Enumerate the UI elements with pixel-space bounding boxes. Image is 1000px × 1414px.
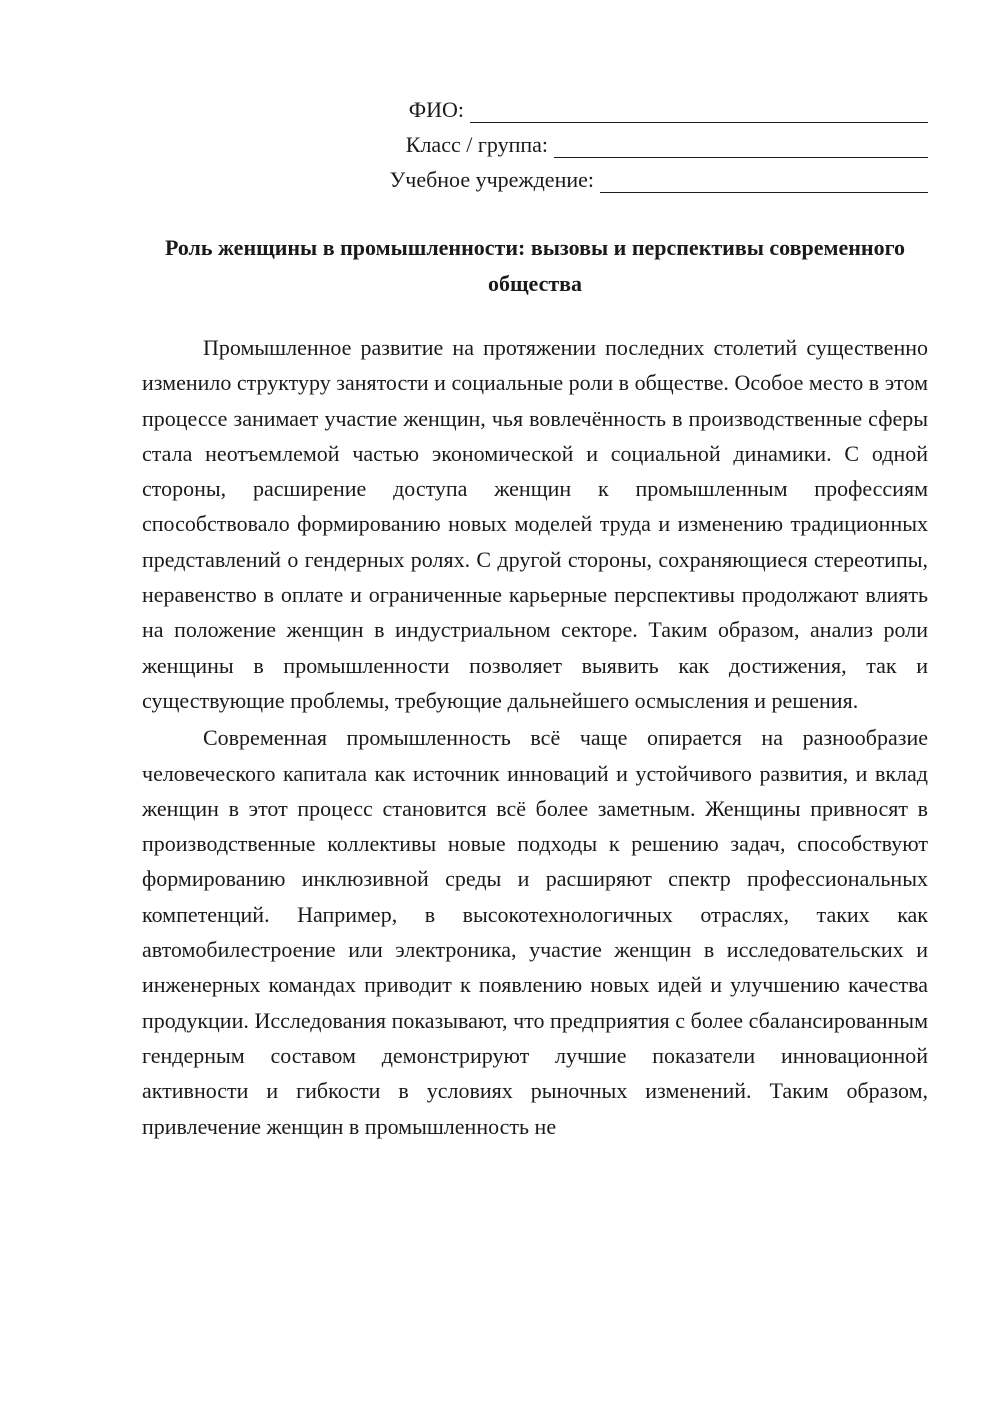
student-info-header (288, 92, 928, 197)
class-label: Класс / группа: (405, 132, 548, 157)
paragraph-2: Современная промышленность всё чаще опирается на разнообразие человеческого капитала как источник инноваций и устойчивого развития, и вклад женщин в этот процесс становится всё более заметным. Женщины привносят в производственные коллективы новые подходы к решению задач, способствуют формированию инклюзивной среды и расширяют спектр профессиональных компетенций. Например, в высокотехнологичных отраслях, таких как автомобилестроение или электроника, участие женщин в исследовательских и инженерных командах приводит к появлению новых идей и улучшению качества продукции. Исследования показывают, что предприятия с более сбалансированным гендерным составом демонстрируют лучшие показатели инновационной активности и гибкости в условиях рыночных изменений. Таким образом, привлечение женщин в промышленность не (142, 725, 928, 1139)
institution-label: Учебное учреждение: (389, 167, 594, 192)
institution-row (288, 162, 928, 197)
paragraph-1: Промышленное развитие на протяжении последних столетий существенно изменило структуру занятости и социальные роли в обществе. Особое место в этом процессе занимает участие женщин, чья вовлечённость в производственные сферы стала неотъемлемой частью экономической и социальной динамики. С одной стороны, расширение доступа женщин к промышленным профессиям способствовало формированию новых моделей труда и изменению традиционных представлений о гендерных ролях. С другой стороны, сохраняющиеся стереотипы, неравенство в оплате и ограниченные карьерные перспективы продолжают влиять на положение женщин в индустриальном секторе. Таким образом, анализ роли женщины в промышленности позволяет выявить как достижения, так и существующие проблемы, требующие дальнейшего осмысления и решения. (142, 335, 928, 713)
fio-label: ФИО: (408, 97, 464, 122)
fio-row (288, 92, 928, 127)
fio-blank-line (470, 122, 928, 123)
institution-blank-line (600, 192, 928, 193)
essay-title: Роль женщины в промышленности: вызовы и перспективы современного общества (164, 235, 906, 296)
essay-body (142, 330, 928, 1146)
class-blank-line (554, 157, 928, 158)
class-row (288, 127, 928, 162)
